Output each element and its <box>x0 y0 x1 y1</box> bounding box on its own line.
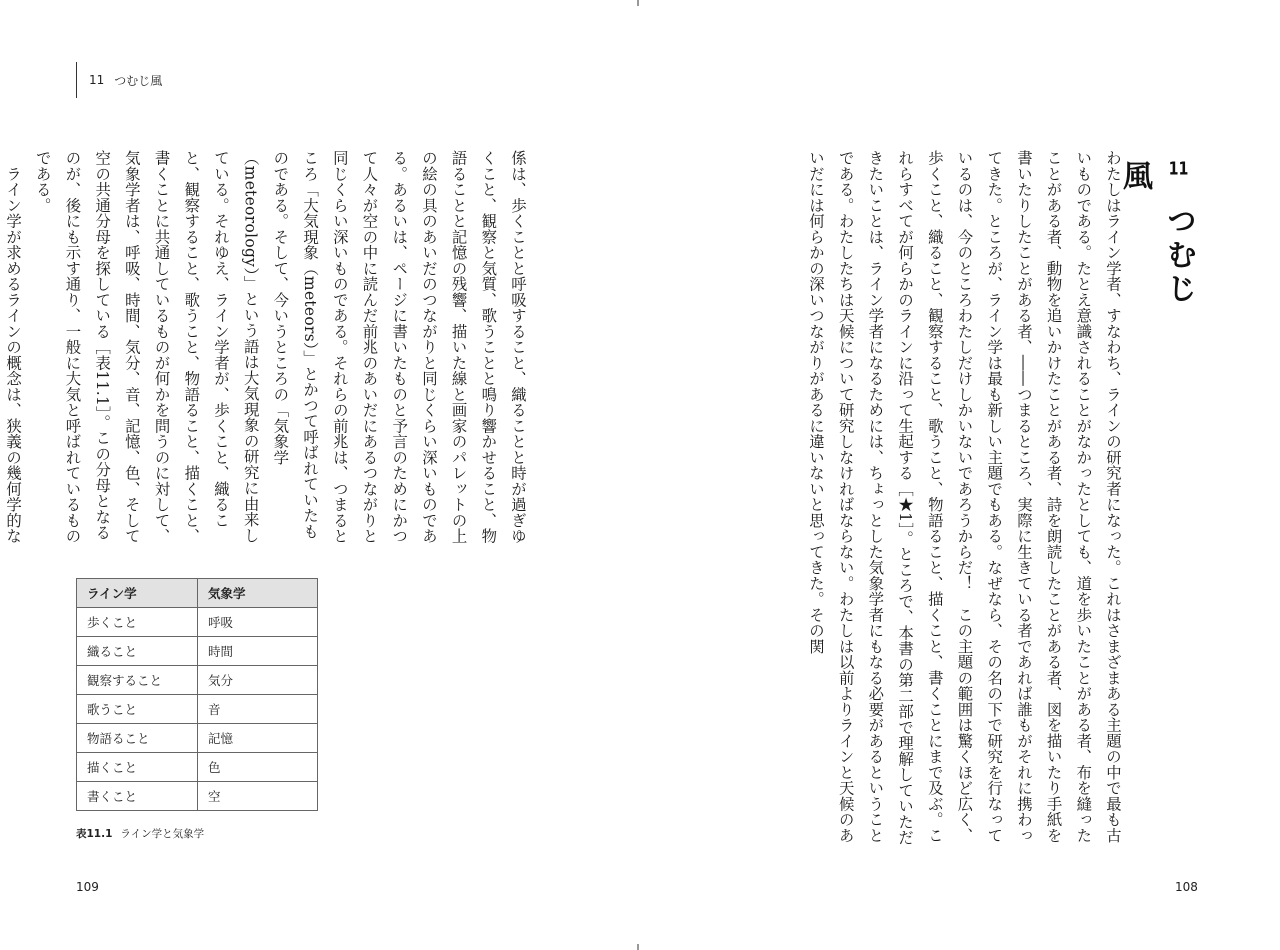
table-header: 気象学 <box>198 579 318 608</box>
page-number-right: 108 <box>1175 880 1198 894</box>
table-cell: 観察すること <box>77 666 198 695</box>
running-head-title: つむじ風 <box>114 73 163 88</box>
table-header-row <box>77 579 318 608</box>
comparison-table <box>76 578 318 811</box>
running-head <box>76 62 162 98</box>
table-caption-number: 表11.1 <box>76 828 113 840</box>
table-row <box>77 695 318 724</box>
table-row <box>77 753 318 782</box>
table-cell: 歌うこと <box>77 695 198 724</box>
table-row <box>77 608 318 637</box>
right-page-body <box>715 150 1127 850</box>
table-cell: 書くこと <box>77 782 198 811</box>
left-paragraph: ライン学が求めるラインの概念は、狭義の幾何学的な <box>4 165 23 544</box>
table-cell: 呼吸 <box>198 608 318 637</box>
table-cell: 時間 <box>198 637 318 666</box>
table-header: ライン学 <box>77 579 198 608</box>
table-cell: 気分 <box>198 666 318 695</box>
table-row <box>77 666 318 695</box>
table-cell: 歩くこと <box>77 608 198 637</box>
chapter-heading <box>1117 160 1200 330</box>
table-caption-text: ライン学と気象学 <box>120 828 205 840</box>
table-row <box>77 724 318 753</box>
page-number-left: 109 <box>76 880 99 894</box>
left-page-body <box>4 150 532 550</box>
table-cell: 描くこと <box>77 753 198 782</box>
table-row <box>77 637 318 666</box>
table-cell: 物語ること <box>77 724 198 753</box>
table-cell: 空 <box>198 782 318 811</box>
left-paragraph: 係は、歩くことと呼吸すること、織ることと時が過ぎゆくこと、観察と気質、歌うことと鳴り響かせること、物語ることと記憶の残響、描いた線と画家のパレットの上の絵の具のあいだのつながりと同じくらい深いものである。あるいは、ページに書いたものと予言のためにかつて人々が空の中に読んだ前兆のあいだにあるつながりと同じくらい深いものである。それらの前兆は、つまるところ「大気現象（meteors）」とかつて呼ばれていたものである。そして、今いうところの「気象学（meteorology）」という語は大気現象の研究に由来している。それゆえ、ライン学者が、歩くこと、織ること、観察すること、歌うこと、物語ること、描くこと、書くことに共通しているものが何かを問うのに対して、気象学者は、呼吸、時間、気分、音、記憶、色、そして空の共通分母を探している［表11.1］。この分母となるのが、後にも示す通り、一般に大気と呼ばれているものである。 <box>33 150 527 544</box>
table-caption <box>76 826 204 841</box>
table-cell: 色 <box>198 753 318 782</box>
gutter-mark <box>637 0 639 6</box>
chapter-number: 11 <box>1168 160 1189 178</box>
table-cell: 音 <box>198 695 318 724</box>
table-row <box>77 782 318 811</box>
table-cell: 記憶 <box>198 724 318 753</box>
right-paragraph: わたしはライン学者、すなわち、ラインの研究者になった。これはさまざまある主題の中で最も古いものである。たとえ意識されることがなかったとしても、道を歩いたことがある者、布を縫ったことがある者、動物を追いかけたことがある者、詩を朗読したことがある者、図を描いたり手紙を書いたりしたことがある者、――つまるところ、実際に生きている者であれば誰もがそれに携わってきた。ところが、ライン学は最も新しい主題でもある。なぜなら、その名の下で研究を行なっているのは、今のところわたしだけしかいないであろうからだ！ この主題の範囲は驚くほど広く、歩くこと、織ること、観察すること、歌うこと、物語ること、描くこと、書くことにまで及ぶ。これらすべてが何らかのラインに沿って生起する［★1］。ところで、本書の第二部で理解していただきたいことは、ライン学者になるためには、ちょっとした気象学者にもなる必要があるということである。わたしたちは天候について研究しなければならない。わたしは以前よりラインと天候のあいだには何らかの深いつながりがあるに違いないと思ってきた。その関 <box>806 150 1122 846</box>
chapter-title: つむじ風 <box>1117 160 1196 308</box>
gutter-mark <box>637 944 639 950</box>
running-head-number: 11 <box>89 73 105 87</box>
table-cell: 織ること <box>77 637 198 666</box>
